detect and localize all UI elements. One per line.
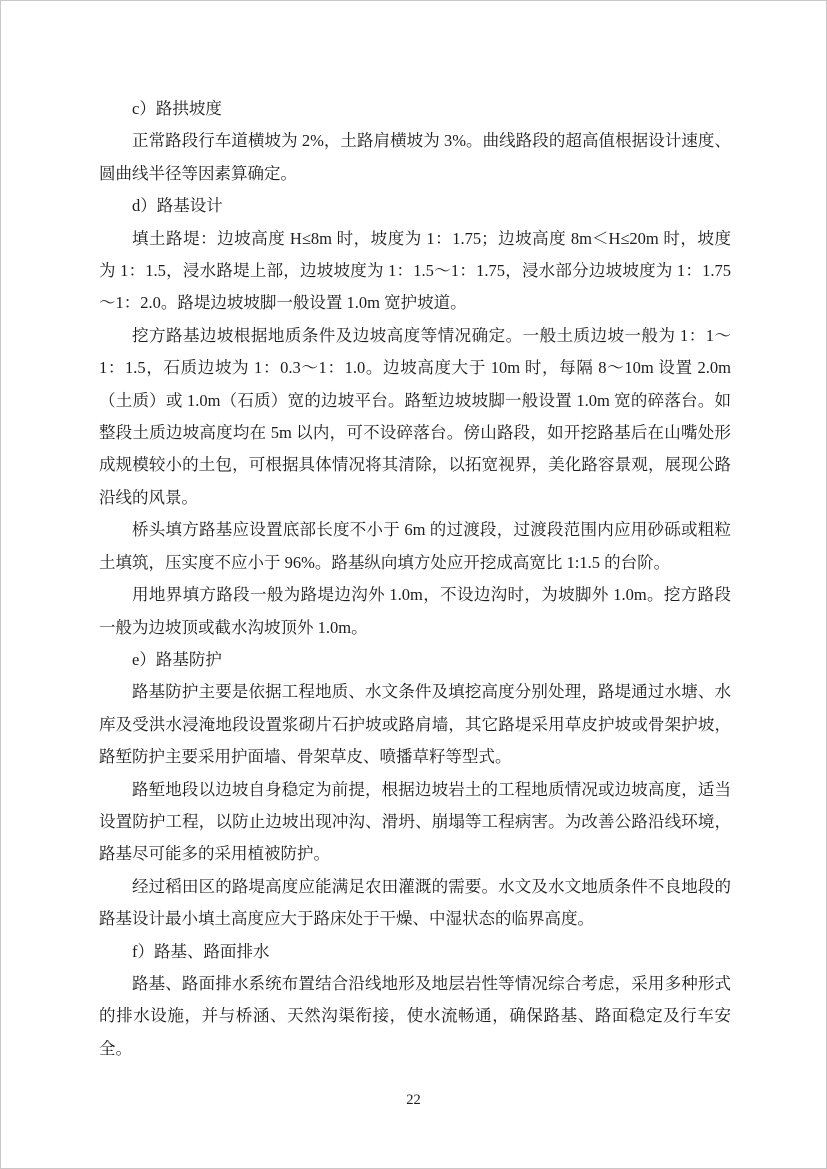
document-content	[99, 93, 731, 1065]
paragraph-drainage: 路基、路面排水系统布置结合沿线地形及地层岩性等情况综合考虑，采用多种形式的排水设施，并与桥涵、天然沟渠衔接，使水流畅通，确保路基、路面稳定及行车安全。	[99, 973, 731, 1058]
page-footer	[1, 1092, 826, 1109]
section-heading-e: e）路基防护	[132, 649, 222, 669]
paragraph-paddy-field: 经过稻田区的路堤高度应能满足农田灌溉的需要。水文及水文地质条件不良地段的路基设计最小填土高度应大于路床处于干燥、中湿状态的临界高度。	[99, 876, 731, 929]
paragraph-bridge-head: 桥头填方路基应设置底部长度不小于 6m 的过渡段，过渡段范围内应用砂砾或粗粒土填筑，压实度不应小于 96%。路基纵向填方处应开挖成高宽比 1:1.5 的台阶。	[99, 520, 731, 572]
paragraph-fill-embankment: 填土路堤：边坡高度 H≤8m 时，坡度为 1：1.75；边坡高度 8m＜H≤20m 时，坡度为 1：1.5，浸水路堤上部，边坡坡度为 1：1.5～1：1.75，浸水部分边坡坡度为 1：1.75～1：2.0。路堤边坡坡脚一般设置 1.0m 宽护坡道。	[99, 228, 731, 313]
paragraph-protection-1: 路基防护主要是依据工程地质、水文条件及填挖高度分别处理，路堤通过水塘、水库及受洪水浸淹地段设置浆砌片石护坡或路肩墙，其它路堤采用草皮护坡或骨架护坡，路堑防护主要采用护面墙、骨架草皮、喷播草籽等型式。	[99, 682, 731, 767]
section-heading-f: f）路基、路面排水	[132, 941, 270, 961]
paragraph-cut-slope: 挖方路基边坡根据地质条件及边坡高度等情况确定。一般土质边坡一般为 1：1～1：1.5，石质边坡为 1：0.3～1：1.0。边坡高度大于 10m 时，每隔 8～10m 设置 2.0m（土质）或 1.0m（石质）宽的边坡平台。路堑边坡坡脚一般设置 1.0m 宽的碎落台。如整段土质边坡高度均在 5m 以内，可不设碎落台。傍山路段，如开挖路基后在山嘴处形成规模较小的土包，可根据具体情况将其清除，以拓宽视界，美化路容景观，展现公路沿线的风景。	[99, 325, 731, 507]
section-heading-c: c）路拱坡度	[132, 99, 222, 118]
paragraph-protection-2: 路堑地段以边坡自身稳定为前提，根据边坡岩土的工程地质情况或边坡高度，适当设置防护工程，以防止边坡出现冲沟、滑坍、崩塌等工程病害。为改善公路沿线环境，路基尽可能多的采用植被防护。	[99, 779, 731, 864]
paragraph-crown-slope: 正常路段行车道横坡为 2%，土路肩横坡为 3%。曲线路段的超高值根据设计速度、圆曲线半径等因素算确定。	[99, 131, 731, 183]
page-number: 22	[406, 1092, 421, 1108]
section-heading-d: d）路基设计	[132, 196, 223, 216]
paragraph-land-boundary: 用地界填方路段一般为路堤边沟外 1.0m，不设边沟时，为坡脚外 1.0m。挖方路段一般为边坡顶或截水沟坡顶外 1.0m。	[99, 585, 731, 637]
